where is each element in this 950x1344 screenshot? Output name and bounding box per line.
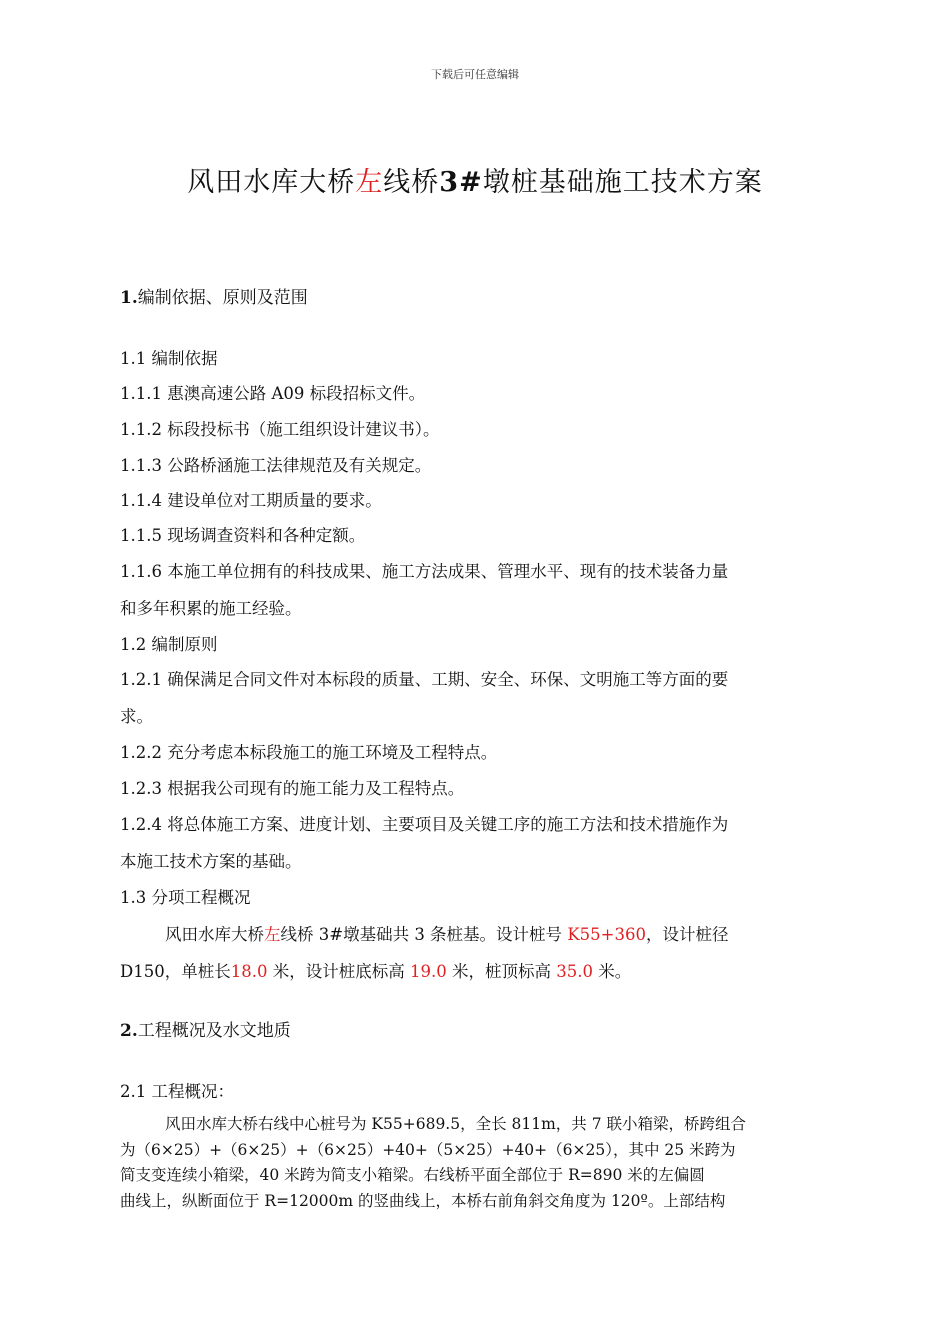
overview-text-7: 米。 bbox=[592, 962, 632, 981]
para-2-1-line-3: 简支变连续小箱梁，40 米跨为简支小箱梁。右线桥平面全部位于 R=890 米的左偏圆 bbox=[120, 1166, 705, 1184]
item-1-1-3: 1.1.3 公路桥涵施工法律规范及有关规定。 bbox=[120, 456, 432, 475]
section-2-number: 2. bbox=[120, 1021, 138, 1041]
overview-pile-top: 35.0 bbox=[556, 962, 593, 981]
overview-text-6: 米，桩顶标高 bbox=[446, 962, 557, 981]
item-1-1-6-cont: 和多年积累的施工经验。 bbox=[120, 599, 302, 618]
item-1-2-2: 1.2.2 充分考虑本标段施工的施工环境及工程特点。 bbox=[120, 743, 498, 762]
section-1-heading bbox=[120, 283, 832, 308]
title-text-3: 墩桩基础施工技术方案 bbox=[482, 167, 763, 198]
title-text-2: 线桥 bbox=[383, 167, 440, 198]
page-header: 下载后可任意编辑 bbox=[431, 68, 519, 81]
overview-text-2: 线桥 3#墩基础共 3 条桩基。设计桩号 bbox=[280, 925, 568, 944]
item-1-1-5: 1.1.5 现场调查资料和各种定额。 bbox=[120, 526, 366, 545]
item-1-1-2: 1.1.2 标段投标书（施工组织设计建议书）。 bbox=[120, 420, 440, 439]
para-2-1-line-2: 为（6×25）+（6×25）+（6×25）+40+（5×25）+40+（6×25），其中 25 米跨为 bbox=[120, 1141, 736, 1159]
document-title bbox=[0, 160, 950, 199]
heading-1-2: 1.2 编制原则 bbox=[120, 635, 218, 654]
title-text-1: 风田水库大桥 bbox=[187, 167, 356, 198]
item-1-2-4: 1.2.4 将总体施工方案、进度计划、主要项目及关键工序的施工方法和技术措施作为 bbox=[120, 815, 729, 834]
heading-1-1: 1.1 编制依据 bbox=[120, 349, 218, 368]
overview-pile-number: K55+360 bbox=[567, 925, 646, 944]
section-1-text: 编制依据、原则及范围 bbox=[137, 288, 308, 308]
item-1-1-4: 1.1.4 建设单位对工期质量的要求。 bbox=[120, 491, 382, 510]
section-2-heading bbox=[120, 1016, 832, 1041]
overview-pile-length: 18.0 bbox=[230, 962, 268, 981]
item-1-2-1-cont: 求。 bbox=[120, 707, 153, 726]
title-text-num: 3# bbox=[439, 167, 483, 198]
item-1-2-3: 1.2.3 根据我公司现有的施工能力及工程特点。 bbox=[120, 779, 465, 798]
overview-line-2 bbox=[120, 958, 832, 982]
overview-text-1: 风田水库大桥 bbox=[165, 925, 264, 944]
overview-pile-bottom: 19.0 bbox=[409, 962, 447, 981]
overview-text-5: 米，设计桩底标高 bbox=[267, 962, 410, 981]
item-1-2-4-cont: 本施工技术方案的基础。 bbox=[120, 852, 302, 871]
heading-2-1: 2.1 工程概况： bbox=[120, 1082, 234, 1101]
para-2-1-line-4: 曲线上，纵断面位于 R=12000m 的竖曲线上，本桥右前角斜交角度为 120º。上部结构 bbox=[120, 1192, 726, 1210]
item-1-1-1: 1.1.1 惠澳高速公路 A09 标段招标文件。 bbox=[120, 384, 426, 403]
overview-line-1 bbox=[165, 921, 877, 945]
heading-1-3: 1.3 分项工程概况 bbox=[120, 888, 251, 907]
item-1-1-6: 1.1.6 本施工单位拥有的科技成果、施工方法成果、管理水平、现有的技术装备力量 bbox=[120, 562, 729, 581]
item-1-2-1: 1.2.1 确保满足合同文件对本标段的质量、工期、安全、环保、文明施工等方面的要 bbox=[120, 670, 729, 689]
overview-text-4: D150，单桩长 bbox=[120, 962, 231, 981]
section-2-text: 工程概况及水文地质 bbox=[137, 1021, 291, 1041]
section-1-number: 1. bbox=[120, 288, 138, 308]
overview-text-3: ，设计桩径 bbox=[645, 925, 729, 944]
overview-text-red: 左 bbox=[264, 925, 281, 944]
title-text-red: 左 bbox=[355, 167, 384, 198]
para-2-1-line-1: 风田水库大桥右线中心桩号为 K55+689.5，全长 811m，共 7 联小箱梁，桥跨组合 bbox=[165, 1115, 747, 1133]
